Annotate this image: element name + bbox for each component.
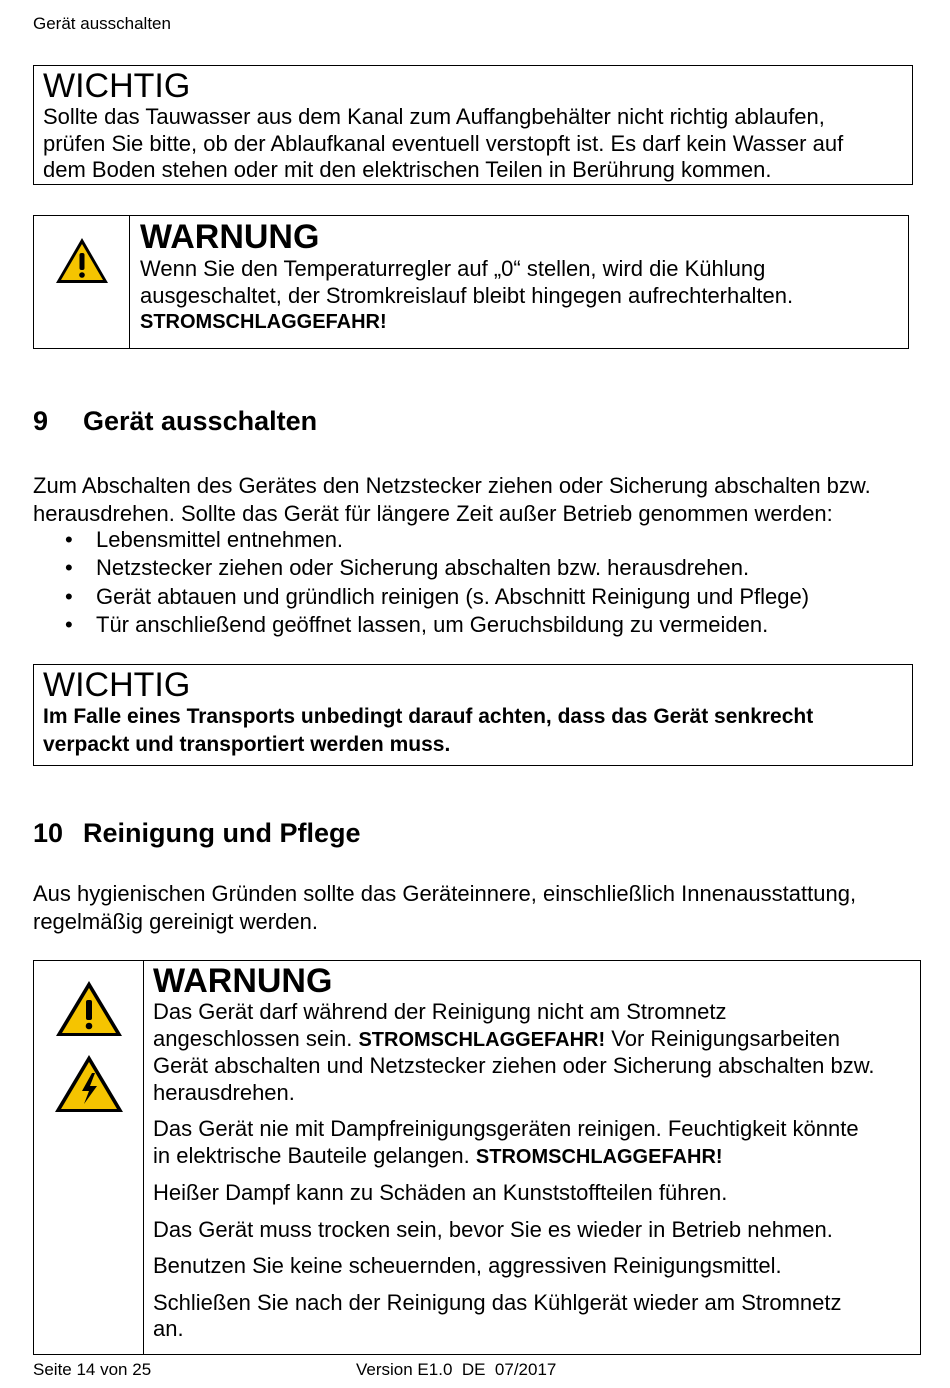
important-box-1-line: Sollte das Tauwasser aus dem Kanal zum Auffangbehälter nicht richtig ablaufen, <box>43 104 825 129</box>
warning-box-1-title: WARNUNG <box>140 218 320 256</box>
list-item: • Lebensmittel entnehmen. <box>33 526 809 554</box>
section-10-heading <box>33 818 361 849</box>
important-box-1-title: WICHTIG <box>43 67 191 105</box>
warning-paragraph: Benutzen Sie keine scheuernden, aggressiven Reinigungsmittel. <box>153 1253 782 1278</box>
section-9-intro <box>33 472 871 527</box>
section-10-intro <box>33 880 856 935</box>
text-run: an. <box>153 1316 184 1341</box>
important-box-1 <box>33 65 913 185</box>
warning-box-1 <box>33 215 909 349</box>
shutdown-steps-list <box>33 526 809 639</box>
warning-triangle-icon <box>54 979 124 1039</box>
text-run: Schließen Sie nach der Reinigung das Kühlgerät wieder am Stromnetz <box>153 1289 842 1315</box>
text-run: herausdrehen. <box>153 1079 295 1105</box>
warning-paragraph <box>153 1116 910 1170</box>
important-box-1-line: prüfen Sie bitte, ob der Ablaufkanal eventuell verstopft ist. Es darf kein Wasser auf <box>43 130 844 156</box>
list-item: • Netzstecker ziehen oder Sicherung abschalten bzw. herausdrehen. <box>33 554 809 582</box>
warning-triangle-icon <box>54 236 110 286</box>
warning-paragraph <box>153 999 910 1106</box>
warning-paragraph <box>153 1290 910 1343</box>
warning-box-1-line: Wenn Sie den Temperaturregler auf „0“ stellen, wird die Kühlung <box>140 256 766 281</box>
warning-box-1-line: ausgeschaltet, der Stromkreislauf bleibt hingegen aufrechterhalten. <box>140 282 794 308</box>
section-title: Reinigung und Pflege <box>83 818 361 848</box>
electric-shock-hazard-label: STROMSCHLAGGEFAHR! <box>140 311 387 333</box>
important-box-2-line: Im Falle eines Transports unbedingt darauf achten, dass das Gerät senkrecht <box>43 705 814 728</box>
warning-box-2-title: WARNUNG <box>153 962 333 1000</box>
paragraph-line: herausdrehen. Sollte das Gerät für längere Zeit außer Betrieb genommen werden: <box>33 500 833 526</box>
warning-paragraph: Das Gerät muss trocken sein, bevor Sie es wieder in Betrieb nehmen. <box>153 1216 833 1242</box>
important-box-2-line: verpackt und transportiert werden muss. <box>43 733 451 756</box>
warning-box-2 <box>33 960 921 1355</box>
list-item: • Gerät abtauen und gründlich reinigen (s. Abschnitt Reinigung und Pflege) <box>33 583 809 611</box>
paragraph-line: Zum Abschalten des Gerätes den Netzstecker ziehen oder Sicherung abschalten bzw. <box>33 473 871 498</box>
section-number: 10 <box>33 818 64 848</box>
section-9-heading <box>33 406 317 437</box>
text-run: Vor Reinigungsarbeiten <box>605 1025 840 1051</box>
running-header: Gerät ausschalten <box>33 14 171 33</box>
electric-shock-hazard-label: STROMSCHLAGGEFAHR! <box>475 1145 723 1168</box>
important-box-2-title: WICHTIG <box>43 666 191 704</box>
text-run: in elektrische Bauteile gelangen. <box>153 1142 476 1168</box>
section-number: 9 <box>33 406 49 436</box>
paragraph-line: regelmäßig gereinigt werden. <box>33 908 318 934</box>
section-title: Gerät ausschalten <box>83 406 318 436</box>
text-run: Das Gerät nie mit Dampfreinigungsgeräten reinigen. Feuchtigkeit könnte <box>153 1116 859 1141</box>
electric-shock-hazard-label: STROMSCHLAGGEFAHR! <box>358 1028 606 1051</box>
important-box-1-line: dem Boden stehen oder mit den elektrischen Teilen in Berührung kommen. <box>43 157 772 182</box>
text-run: angeschlossen sein. <box>153 1025 359 1051</box>
page-number: Seite 14 von 25 <box>33 1360 152 1379</box>
text-run: Gerät abschalten und Netzstecker ziehen oder Sicherung abschalten bzw. <box>153 1053 875 1078</box>
list-item: • Tür anschließend geöffnet lassen, um Geruchsbildung zu vermeiden. <box>33 611 809 639</box>
text-run: Das Gerät darf während der Reinigung nicht am Stromnetz <box>153 999 727 1024</box>
important-box-2 <box>33 664 913 766</box>
paragraph-line: Aus hygienischen Gründen sollte das Geräteinnere, einschließlich Innenausstattung, <box>33 881 857 906</box>
document-version: Version E1.0 DE 07/2017 <box>356 1360 557 1379</box>
warning-paragraph: Heißer Dampf kann zu Schäden an Kunststoffteilen führen. <box>153 1180 728 1205</box>
high-voltage-icon <box>53 1053 125 1115</box>
